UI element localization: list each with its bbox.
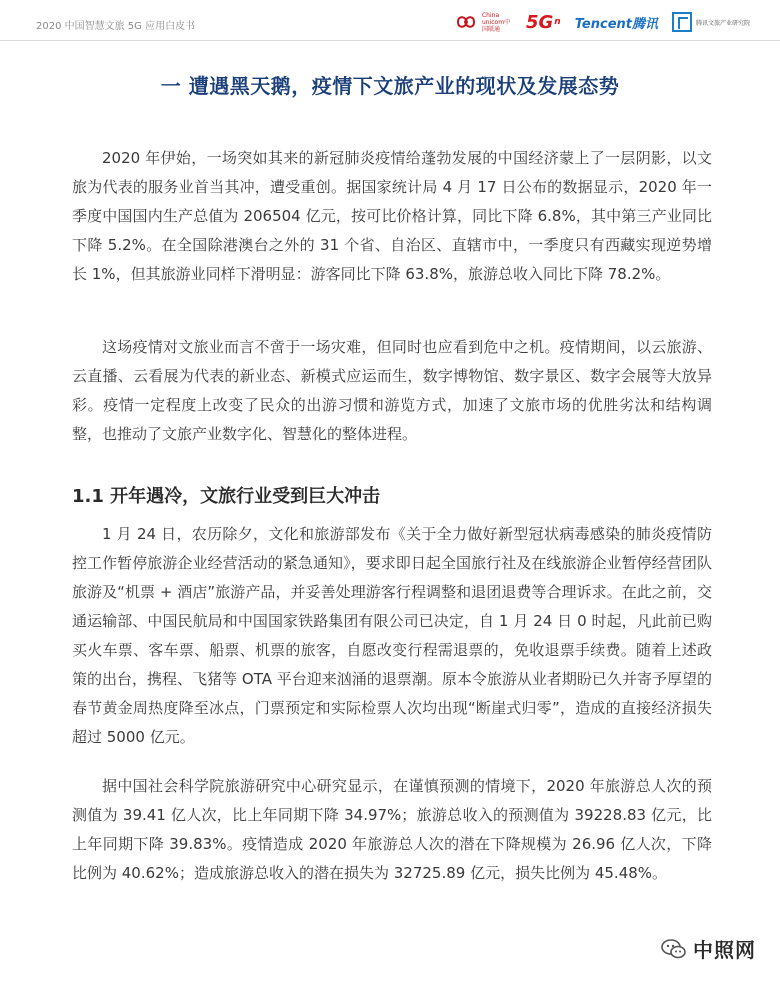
partner-logos: [454, 10, 750, 34]
paragraph-intro: 2020 年伊始，一场突如其来的新冠肺炎疫情给蓬勃发展的中国经济蒙上了一层阴影，以文旅为代表的服务业首当其冲，遭受重创。据国家统计局 4 月 17 日公布的数据显示，2020 年一季度中国国内生产总值为 206504 亿元，按可比价格计算，同比下降 6.8%，其中第三产业同比下降 5.2%。在全国除港澳台之外的 31 个省、自治区、直辖市中，一季度只有西藏实现逆势增长 1%，但其旅游业同样下滑明显：游客同比下降 63.8%，旅游总收入同比下降 78.2%。: [72, 149, 712, 283]
tencent-logo-text: Tencent腾讯: [574, 16, 658, 32]
5g-logo: [526, 12, 561, 33]
document-title: 2020 中国智慧文旅 5G 应用白皮书: [36, 21, 196, 32]
watermark-text: 中照网: [693, 938, 756, 962]
china-unicom-logo: [454, 12, 512, 33]
tencent-research-logo: [672, 12, 750, 32]
unicom-knot-icon: [454, 12, 478, 32]
paragraph-forecast: 据中国社会科学院旅游研究中心研究显示，在谨慎预测的情境下，2020 年旅游总人次的预测值为 39.41 亿人次，比上年同期下降 34.97%；旅游总收入的预测值为 39228.83 亿元，比上年同期下降 39.83%。疫情造成 2020 年旅游总人次的潜在下降规模为 26.96 亿人次，下降比例为 40.62%；造成旅游总收入的潜在损失为 32725.89 亿元，损失比例为 45.48%。: [72, 777, 712, 882]
page-header: [0, 0, 780, 41]
unicom-logo-text: China unicom中国联通: [481, 11, 511, 33]
paragraph-opportunity: 这场疫情对文旅业而言不啻于一场灾难，但同时也应看到危中之机。疫情期间，以云旅游、云直播、云看展为代表的新业态、新模式应运而生，数字博物馆、数字景区、数字会展等大放异彩。疫情一定程度上改变了民众的出游习惯和游览方式，加速了文旅市场的优胜劣汰和结构调整，也推动了文旅产业数字化、智慧化的整体进程。: [72, 338, 712, 443]
section-title: 一 遭遇黑天鹅，疫情下文旅产业的现状及发展态势: [160, 74, 620, 98]
paragraph-policy: 1 月 24 日，农历除夕，文化和旅游部发布《关于全力做好新型冠状病毒感染的肺炎疫情防控工作暂停旅游企业经营活动的紧急通知》，要求即日起全国旅行社及在线旅游企业暂停经营团队旅游及“机票 + 酒店”旅游产品，并妥善处理游客行程调整和退团退费等合理诉求。在此之前，交通运输部、中国民航局和中国国家铁路集团有限公司已决定，自 1 月 24 日 0 时起，凡此前已购买火车票、客车票、船票、机票的旅客，自愿改变行程需退票的，免收退票手续费。随着上述政策的出台，携程、飞猪等 OTA 平台迎来汹涌的退票潮。原本令旅游从业者期盼已久并寄予厚望的春节黄金周热度降至冰点，门票预定和实际检票人次均出现“断崖式归零”，造成的直接经济损失超过 5000 亿元。: [72, 525, 712, 746]
research-logo-icon: [672, 12, 692, 32]
tencent-logo: [575, 13, 658, 32]
wechat-icon: [661, 938, 687, 960]
5g-logo-superscript: n: [554, 17, 561, 27]
watermark: [661, 934, 756, 963]
subsection-title: 1.1 开年遇冷，文旅行业受到巨大冲击: [72, 486, 381, 507]
5g-logo-text: 5G: [525, 11, 554, 33]
research-logo-text: 腾讯文旅产业研究院: [695, 19, 750, 27]
